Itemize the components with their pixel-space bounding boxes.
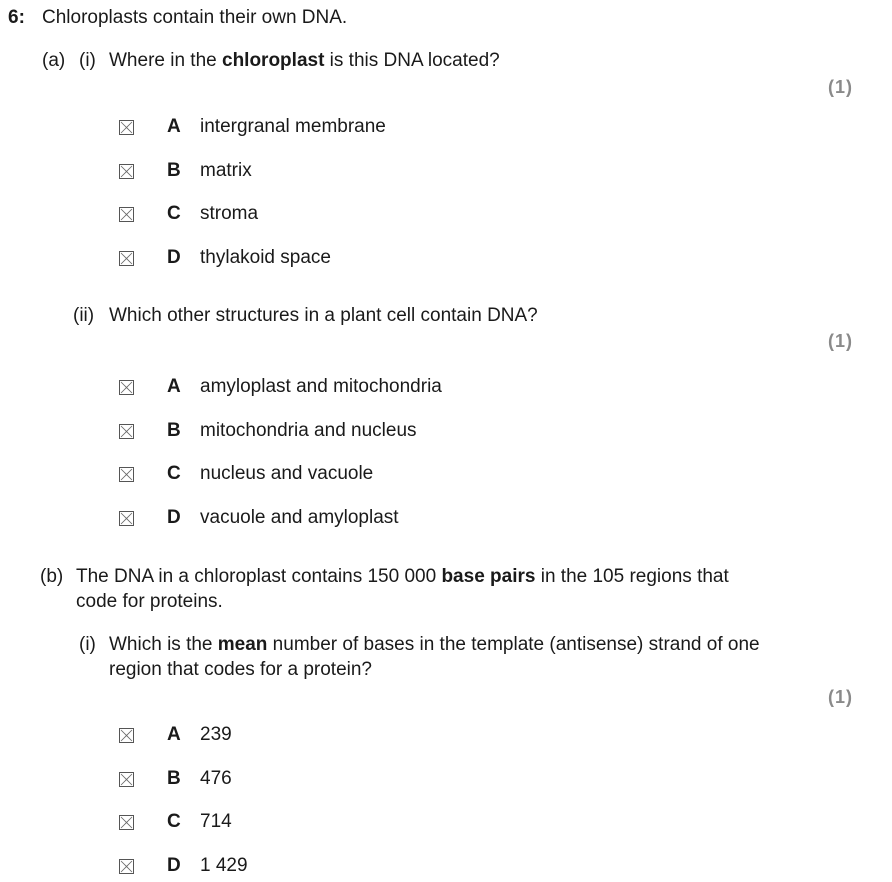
part-b-i-question-line1: Which is the mean number of bases in the template (antisense) strand of one: [109, 634, 760, 655]
option-text-b-i-c: 714: [200, 811, 232, 832]
option-text-a-ii-a: amyloplast and mitochondria: [200, 376, 442, 397]
option-checkbox-b-i-b[interactable]: [119, 772, 134, 787]
option-letter-a-i-a: A: [167, 116, 181, 137]
option-checkbox-a-i-a[interactable]: [119, 120, 134, 135]
option-text-a-i-d: thylakoid space: [200, 247, 331, 268]
part-a-i-marks: (1): [828, 77, 853, 97]
part-a-label: (a): [42, 50, 66, 71]
option-letter-a-ii-b: B: [167, 420, 181, 441]
option-text-a-ii-d: vacuole and amyloplast: [200, 507, 399, 528]
option-letter-b-i-b: B: [167, 768, 181, 789]
option-checkbox-a-ii-c[interactable]: [119, 467, 134, 482]
part-b-i-question-line2: region that codes for a protein?: [109, 659, 373, 680]
option-text-a-i-a: intergranal membrane: [200, 116, 386, 137]
option-checkbox-b-i-a[interactable]: [119, 728, 134, 743]
option-checkbox-a-i-b[interactable]: [119, 164, 134, 179]
part-a-i-question: Where in the chloroplast is this DNA located?: [109, 50, 500, 71]
part-a-ii-question: Which other structures in a plant cell contain DNA?: [109, 305, 538, 326]
option-letter-b-i-d: D: [167, 855, 181, 876]
option-text-b-i-a: 239: [200, 724, 232, 745]
part-b-i-label: (i): [79, 634, 96, 655]
option-letter-a-i-b: B: [167, 160, 181, 181]
option-checkbox-b-i-d[interactable]: [119, 859, 134, 874]
option-checkbox-b-i-c[interactable]: [119, 815, 134, 830]
option-letter-a-i-d: D: [167, 247, 181, 268]
option-checkbox-a-i-c[interactable]: [119, 207, 134, 222]
part-b-i-marks: (1): [828, 687, 853, 707]
option-letter-a-ii-d: D: [167, 507, 181, 528]
option-letter-a-i-c: C: [167, 203, 181, 224]
option-text-a-ii-c: nucleus and vacuole: [200, 463, 374, 484]
part-a-ii-label: (ii): [73, 305, 95, 326]
part-b-text-line1: The DNA in a chloroplast contains 150 000 base pairs in the 105 regions that: [76, 566, 729, 587]
option-checkbox-a-i-d[interactable]: [119, 251, 134, 266]
part-b-text-line2: code for proteins.: [76, 591, 223, 612]
option-text-a-i-b: matrix: [200, 160, 252, 181]
option-text-a-ii-b: mitochondria and nucleus: [200, 420, 417, 441]
part-a-i-label: (i): [79, 50, 96, 71]
part-b-label: (b): [40, 566, 64, 587]
option-checkbox-a-ii-d[interactable]: [119, 511, 134, 526]
option-text-a-i-c: stroma: [200, 203, 259, 224]
option-text-b-i-d: 1 429: [200, 855, 248, 876]
option-letter-a-ii-a: A: [167, 376, 181, 397]
part-a-ii-marks: (1): [828, 331, 853, 351]
option-text-b-i-b: 476: [200, 768, 232, 789]
question-stem: Chloroplasts contain their own DNA.: [42, 7, 348, 28]
option-letter-a-ii-c: C: [167, 463, 181, 484]
option-checkbox-a-ii-a[interactable]: [119, 380, 134, 395]
option-letter-b-i-c: C: [167, 811, 181, 832]
option-letter-b-i-a: A: [167, 724, 181, 745]
question-number: 6:: [8, 7, 25, 28]
option-checkbox-a-ii-b[interactable]: [119, 424, 134, 439]
